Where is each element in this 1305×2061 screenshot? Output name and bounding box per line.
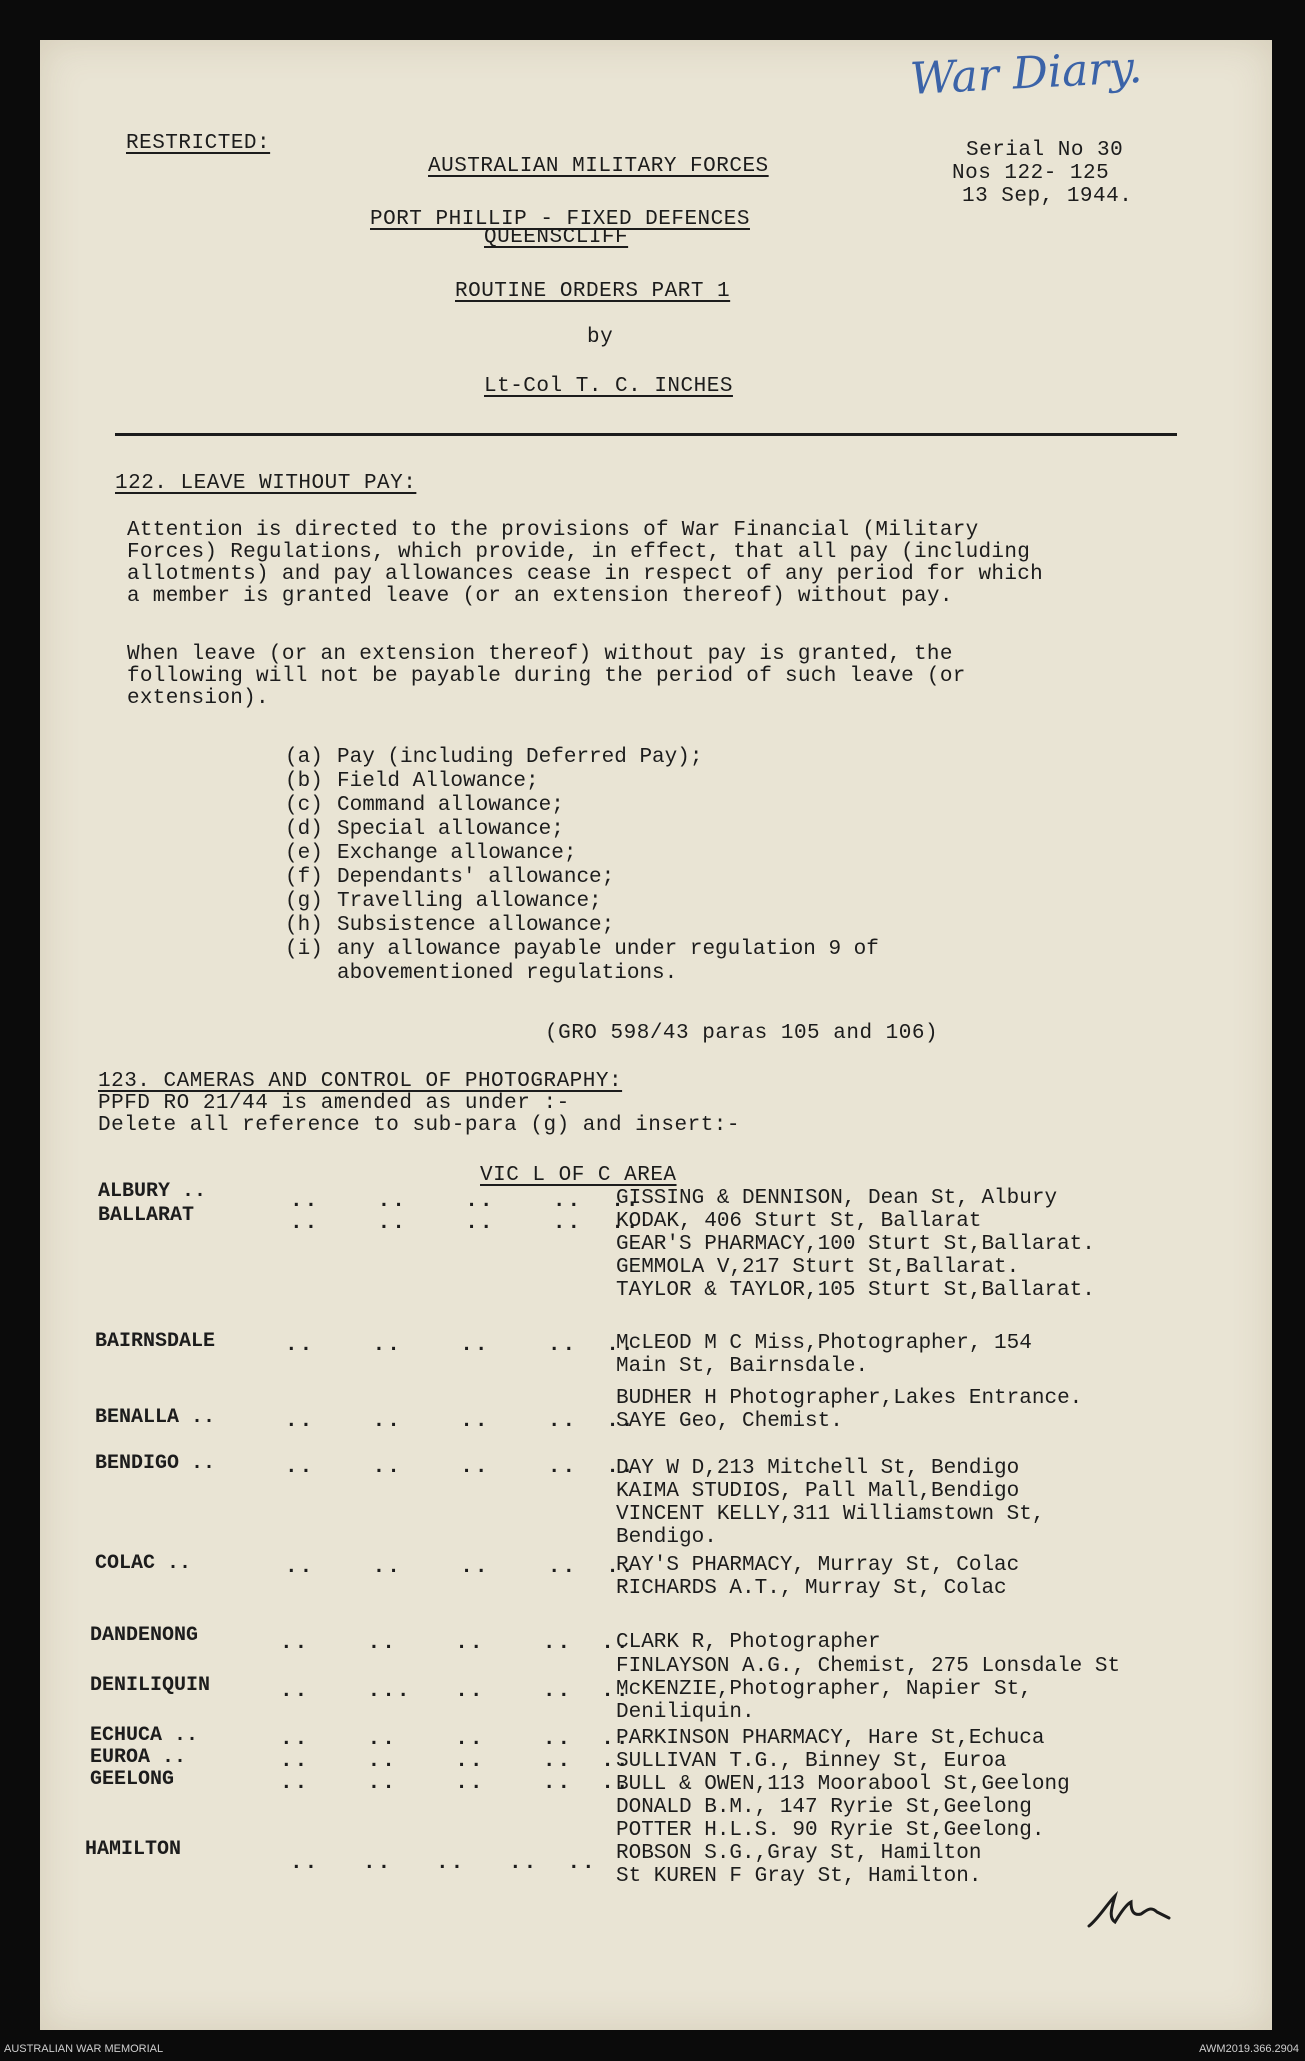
text-line: allotments) and pay allowances cease in respect of any period for which: [127, 563, 1044, 586]
text-line: following will not be payable during the period of such leave (or: [127, 665, 966, 688]
list-text: Special allowance;: [337, 818, 564, 841]
photographer-entry: DAY W D,213 Mitchell St, Bendigo: [616, 1457, 1020, 1480]
photographer-entry: SULLIVAN T.G., Binney St, Euroa: [616, 1750, 1007, 1773]
gro-reference: (GRO 598/43 paras 105 and 106): [545, 1022, 939, 1045]
town-label: DENILIQUIN: [90, 1674, 211, 1697]
location: QUEENSCLIFF: [484, 226, 629, 249]
photographer-entry: DONALD B.M., 147 Ryrie St,Geelong: [616, 1796, 1032, 1819]
photographer-entry: BUDHER H Photographer,Lakes Entrance.: [616, 1387, 1083, 1410]
command-subtitle: PORT PHILLIP - FIXED DEFENCES: [370, 208, 750, 231]
leader-dots: .. .. .. .. ..: [290, 1212, 641, 1235]
amendment-line: PPFD RO 21/44 is amended as under :-: [98, 1092, 570, 1115]
list-item: [285, 962, 879, 986]
list-label: (c): [285, 794, 323, 817]
photographer-entry: TAYLOR & TAYLOR,105 Sturt St,Ballarat.: [616, 1279, 1095, 1302]
photographer-entry: KAIMA STUDIOS, Pall Mall,Bendigo: [616, 1480, 1020, 1503]
text-line: Attention is directed to the provisions of War Financial (Military: [127, 519, 979, 542]
list-label: (e): [285, 842, 323, 865]
text-line: extension).: [127, 687, 269, 710]
by-label: by: [587, 326, 614, 349]
list-text: Subsistence allowance;: [337, 914, 615, 937]
photographer-entry: ROBSON S.G.,Gray St, Hamilton: [616, 1842, 982, 1865]
list-text: abovementioned regulations.: [337, 962, 678, 985]
text-line: When leave (or an extension thereof) without pay is granted, the: [127, 643, 953, 666]
photographer-entry: St KUREN F Gray St, Hamilton.: [616, 1865, 982, 1888]
leader-dots: .. .. .. .. ..: [285, 1410, 636, 1433]
list-item: [285, 890, 879, 914]
list-label: (i): [285, 938, 323, 961]
photographer-entry: GEMMOLA V,217 Sturt St,Ballarat.: [616, 1256, 1020, 1279]
photographer-entry: McKENZIE,Photographer, Napier St,: [616, 1678, 1032, 1701]
document-page: [40, 40, 1272, 2030]
list-item: [285, 938, 879, 962]
delete-instruction: Delete all reference to sub-para (g) and insert:-: [98, 1114, 741, 1137]
photographer-entry: SAYE Geo, Chemist.: [616, 1410, 843, 1433]
list-text: Field Allowance;: [337, 770, 539, 793]
list-item: [285, 866, 879, 890]
leader-dots: .. .. .. .. ..: [290, 1852, 597, 1875]
allowance-list: [285, 746, 879, 986]
list-item: [285, 794, 879, 818]
town-label: ALBURY ..: [98, 1180, 207, 1203]
list-label: (a): [285, 746, 323, 769]
orders-title: ROUTINE ORDERS PART 1: [455, 280, 731, 303]
archive-credit: AUSTRALIAN WAR MEMORIAL: [4, 2043, 164, 2055]
list-text: Dependants' allowance;: [337, 866, 615, 889]
photographer-entry: PARKINSON PHARMACY, Hare St,Echuca: [616, 1727, 1045, 1750]
photographer-entry: GISSING & DENNISON, Dean St, Albury: [616, 1187, 1058, 1210]
photographer-entry: RICHARDS A.T., Murray St, Colac: [616, 1577, 1007, 1600]
list-text: Travelling allowance;: [337, 890, 602, 913]
list-label: (h): [285, 914, 323, 937]
list-label: (d): [285, 818, 323, 841]
photographer-entry: KODAK, 406 Sturt St, Ballarat: [616, 1210, 982, 1233]
town-label: DANDENONG: [90, 1624, 199, 1647]
town-label: BALLARAT: [98, 1204, 195, 1227]
text-line: Forces) Regulations, which provide, in effect, that all pay (including: [127, 541, 1031, 564]
leader-dots: .. .. .. .. ..: [285, 1334, 636, 1357]
section-122-paragraph-1: [127, 520, 1043, 608]
leader-dots: .. .. .. .. ..: [290, 1190, 641, 1213]
signature-mark: [1085, 1888, 1175, 1932]
leader-dots: .. .. .. .. ..: [280, 1632, 631, 1655]
town-label: BAIRNSDALE: [95, 1330, 216, 1353]
handwritten-annotation: War Diary.: [908, 41, 1144, 106]
restricted-label: RESTRICTED:: [126, 132, 271, 155]
list-text: Command allowance;: [337, 794, 564, 817]
list-text: any allowance payable under regulation 9 of: [337, 938, 879, 961]
list-item: [285, 770, 879, 794]
town-label: COLAC ..: [95, 1552, 192, 1575]
list-text: Exchange allowance;: [337, 842, 577, 865]
town-label: BENDIGO ..: [95, 1452, 216, 1475]
archive-reference: AWM2019.366.2904: [1199, 2043, 1299, 2055]
list-label: (b): [285, 770, 323, 793]
photographer-entry: POTTER H.L.S. 90 Ryrie St,Geelong.: [616, 1819, 1045, 1842]
photographer-entry: Deniliquin.: [616, 1701, 755, 1724]
list-text: Pay (including Deferred Pay);: [337, 746, 703, 769]
document-title: AUSTRALIAN MILITARY FORCES: [428, 155, 769, 178]
order-numbers: Nos 122- 125: [952, 162, 1110, 185]
leader-dots: .. .. .. .. ..: [280, 1772, 631, 1795]
town-label: EUROA ..: [90, 1746, 187, 1769]
leader-dots: .. .. .. .. ..: [285, 1556, 636, 1579]
text-line: a member is granted leave (or an extension thereof) without pay.: [127, 585, 953, 608]
section-123-heading: 123. CAMERAS AND CONTROL OF PHOTOGRAPHY:: [98, 1070, 623, 1093]
photographer-entry: Bendigo.: [616, 1526, 717, 1549]
list-label: (f): [285, 866, 323, 889]
leader-dots: .. .. .. .. ..: [280, 1750, 631, 1773]
photographer-entry: CLARK R, Photographer: [616, 1631, 881, 1654]
list-item: [285, 842, 879, 866]
photographer-entry: RAY'S PHARMACY, Murray St, Colac: [616, 1554, 1020, 1577]
photographer-entry: McLEOD M C Miss,Photographer, 154: [616, 1332, 1032, 1355]
serial-number: Serial No 30: [966, 139, 1124, 162]
photographer-entry: BULL & OWEN,113 Moorabool St,Geelong: [616, 1773, 1070, 1796]
photographer-entry: Main St, Bairnsdale.: [616, 1355, 869, 1378]
list-item: [285, 818, 879, 842]
officer-name: Lt-Col T. C. INCHES: [484, 375, 733, 398]
document-date: 13 Sep, 1944.: [962, 185, 1133, 208]
area-heading: VIC L OF C AREA: [480, 1164, 677, 1187]
leader-dots: .. .. .. .. ..: [280, 1728, 631, 1751]
town-label: ECHUCA ..: [90, 1724, 199, 1747]
header-rule: [115, 433, 1177, 436]
list-label: [285, 962, 337, 986]
town-label: HAMILTON: [85, 1838, 182, 1861]
photographer-entry: GEAR'S PHARMACY,100 Sturt St,Ballarat.: [616, 1233, 1095, 1256]
photographer-entry: FINLAYSON A.G., Chemist, 275 Lonsdale St: [616, 1655, 1121, 1678]
leader-dots: .. ... .. .. ..: [280, 1680, 631, 1703]
list-label: (g): [285, 890, 323, 913]
photographer-entry: VINCENT KELLY,311 Williamstown St,: [616, 1503, 1045, 1526]
town-label: BENALLA ..: [95, 1406, 216, 1429]
leader-dots: .. .. .. .. ..: [285, 1456, 636, 1479]
town-label: GEELONG: [90, 1768, 175, 1791]
section-122-heading: 122. LEAVE WITHOUT PAY:: [115, 472, 417, 495]
list-item: [285, 914, 879, 938]
section-122-paragraph-2: [127, 644, 966, 710]
list-item: [285, 746, 879, 770]
